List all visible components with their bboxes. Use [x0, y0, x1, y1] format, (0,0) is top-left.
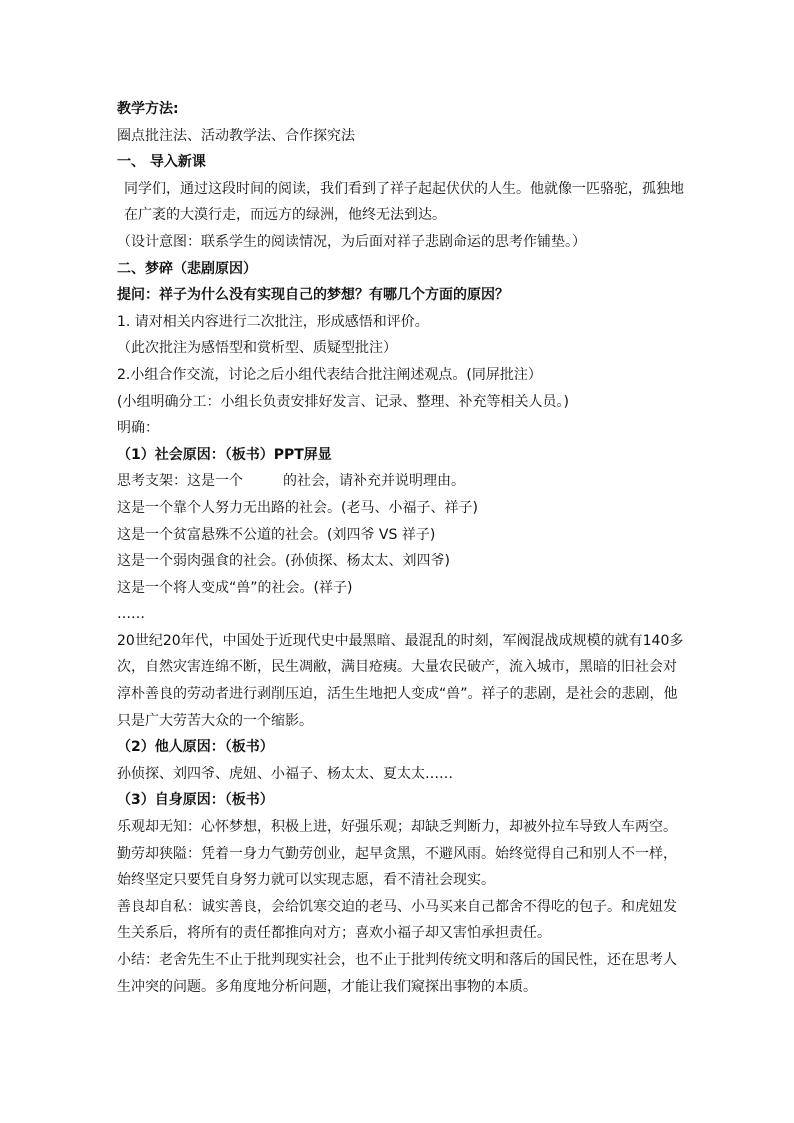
methods-text: 圈点批注法、活动教学法、合作探究法: [117, 127, 355, 144]
clarify-label: 明确：: [117, 420, 159, 437]
cause-3-heading: （3）自身原因：（板书）: [117, 792, 274, 809]
trait-1: 乐观却无知：心怀梦想，积极上进，好强乐观；却缺乏判断力，却被外拉车导致人车两空。: [117, 819, 677, 836]
design-intent: （设计意图：联系学生的阅读情况，为后面对祥子悲剧命运的思考作铺垫。）: [117, 233, 586, 250]
document-body: [117, 96, 687, 1000]
method-heading: 教学方法:: [117, 101, 179, 117]
society-item: 这是一个将人变成“兽”的社会。(祥子): [117, 579, 353, 596]
society-item: 这是一个弱肉强食的社会。(孙侦探、杨太太、刘四爷): [117, 553, 450, 570]
society-item: 这是一个贫富悬殊不公道的社会。(刘四爷 VS 祥子): [117, 526, 436, 543]
thinking-frame: [117, 468, 687, 495]
trait-2: 勤劳却狭隘：凭着一身力气勤劳创业，起早贪黑，不避风雨。始终觉得自己和别人不一样，始终坚定只要凭自身努力就可以实现志愿，看不清社会现实。: [117, 845, 677, 889]
step-2-note: (小组明确分工：小组长负责安排好发言、记录、整理、补充等相关人员。): [117, 393, 569, 410]
thinking-frame-b: 的社会，请补充并说明理由。: [283, 473, 465, 490]
step-1-note: （此次批注为感悟型和赏析型、质疑型批注）: [117, 340, 397, 357]
intro-paragraph: 同学们，通过这段时间的阅读，我们看到了祥子起起伏伏的人生。他就像一匹骆驼，孤独地在广袤的大漠行走，而远方的绿洲，他终无法到达。: [124, 180, 684, 224]
thinking-frame-a: 思考支架：这是一个: [117, 473, 243, 490]
section-1-heading: 一、 导入新课: [117, 154, 206, 171]
history-paragraph: 20世纪20年代，中国处于近现代史中最黑暗、最混乱的时刻，军阀混战成规模的就有140多次，自然灾害连绵不断，民生凋敝，满目疮痍。大量农民破产，流入城市，黑暗的旧社会对淳朴善良的劳动者进行剥削压迫，活生生地把人变成“兽”。祥子的悲剧，是社会的悲剧，他只是广大劳苦大众的一个缩影。: [117, 632, 684, 729]
cause-1-heading: （1）社会原因：（板书）PPT屏显: [117, 446, 332, 463]
others-list: 孙侦探、刘四爷、虎妞、小福子、杨太太、夏太太……: [117, 765, 453, 782]
section-2-heading: 二、梦碎（悲剧原因）: [117, 260, 257, 277]
question-text: 提问：祥子为什么没有实现自己的梦想？有哪几个方面的原因？: [117, 287, 509, 304]
step-2: 2.小组合作交流，讨论之后小组代表结合批注阐述观点。(同屏批注）: [117, 366, 542, 383]
summary-paragraph: 小结：老舍先生不止于批判现实社会，也不止于批判传统文明和落后的国民性，还在思考人生冲突的问题。多角度地分析问题，才能让我们窥探出事物的本质。: [117, 952, 677, 995]
step-1: 1. 请对相关内容进行二次批注，形成感悟和评价。: [117, 313, 429, 330]
trait-3: 善良却自私：诚实善良，会给饥寒交迫的老马、小马买来自己都舍不得吃的包子。和虎妞发生关系后，将所有的责任都推向对方；喜欢小福子却又害怕承担责任。: [117, 898, 677, 942]
ellipsis: ……: [117, 606, 145, 623]
cause-2-heading: （2）他人原因：（板书）: [117, 739, 274, 756]
society-item: 这是一个靠个人努力无出路的社会。(老马、小福子、祥子): [117, 499, 478, 516]
